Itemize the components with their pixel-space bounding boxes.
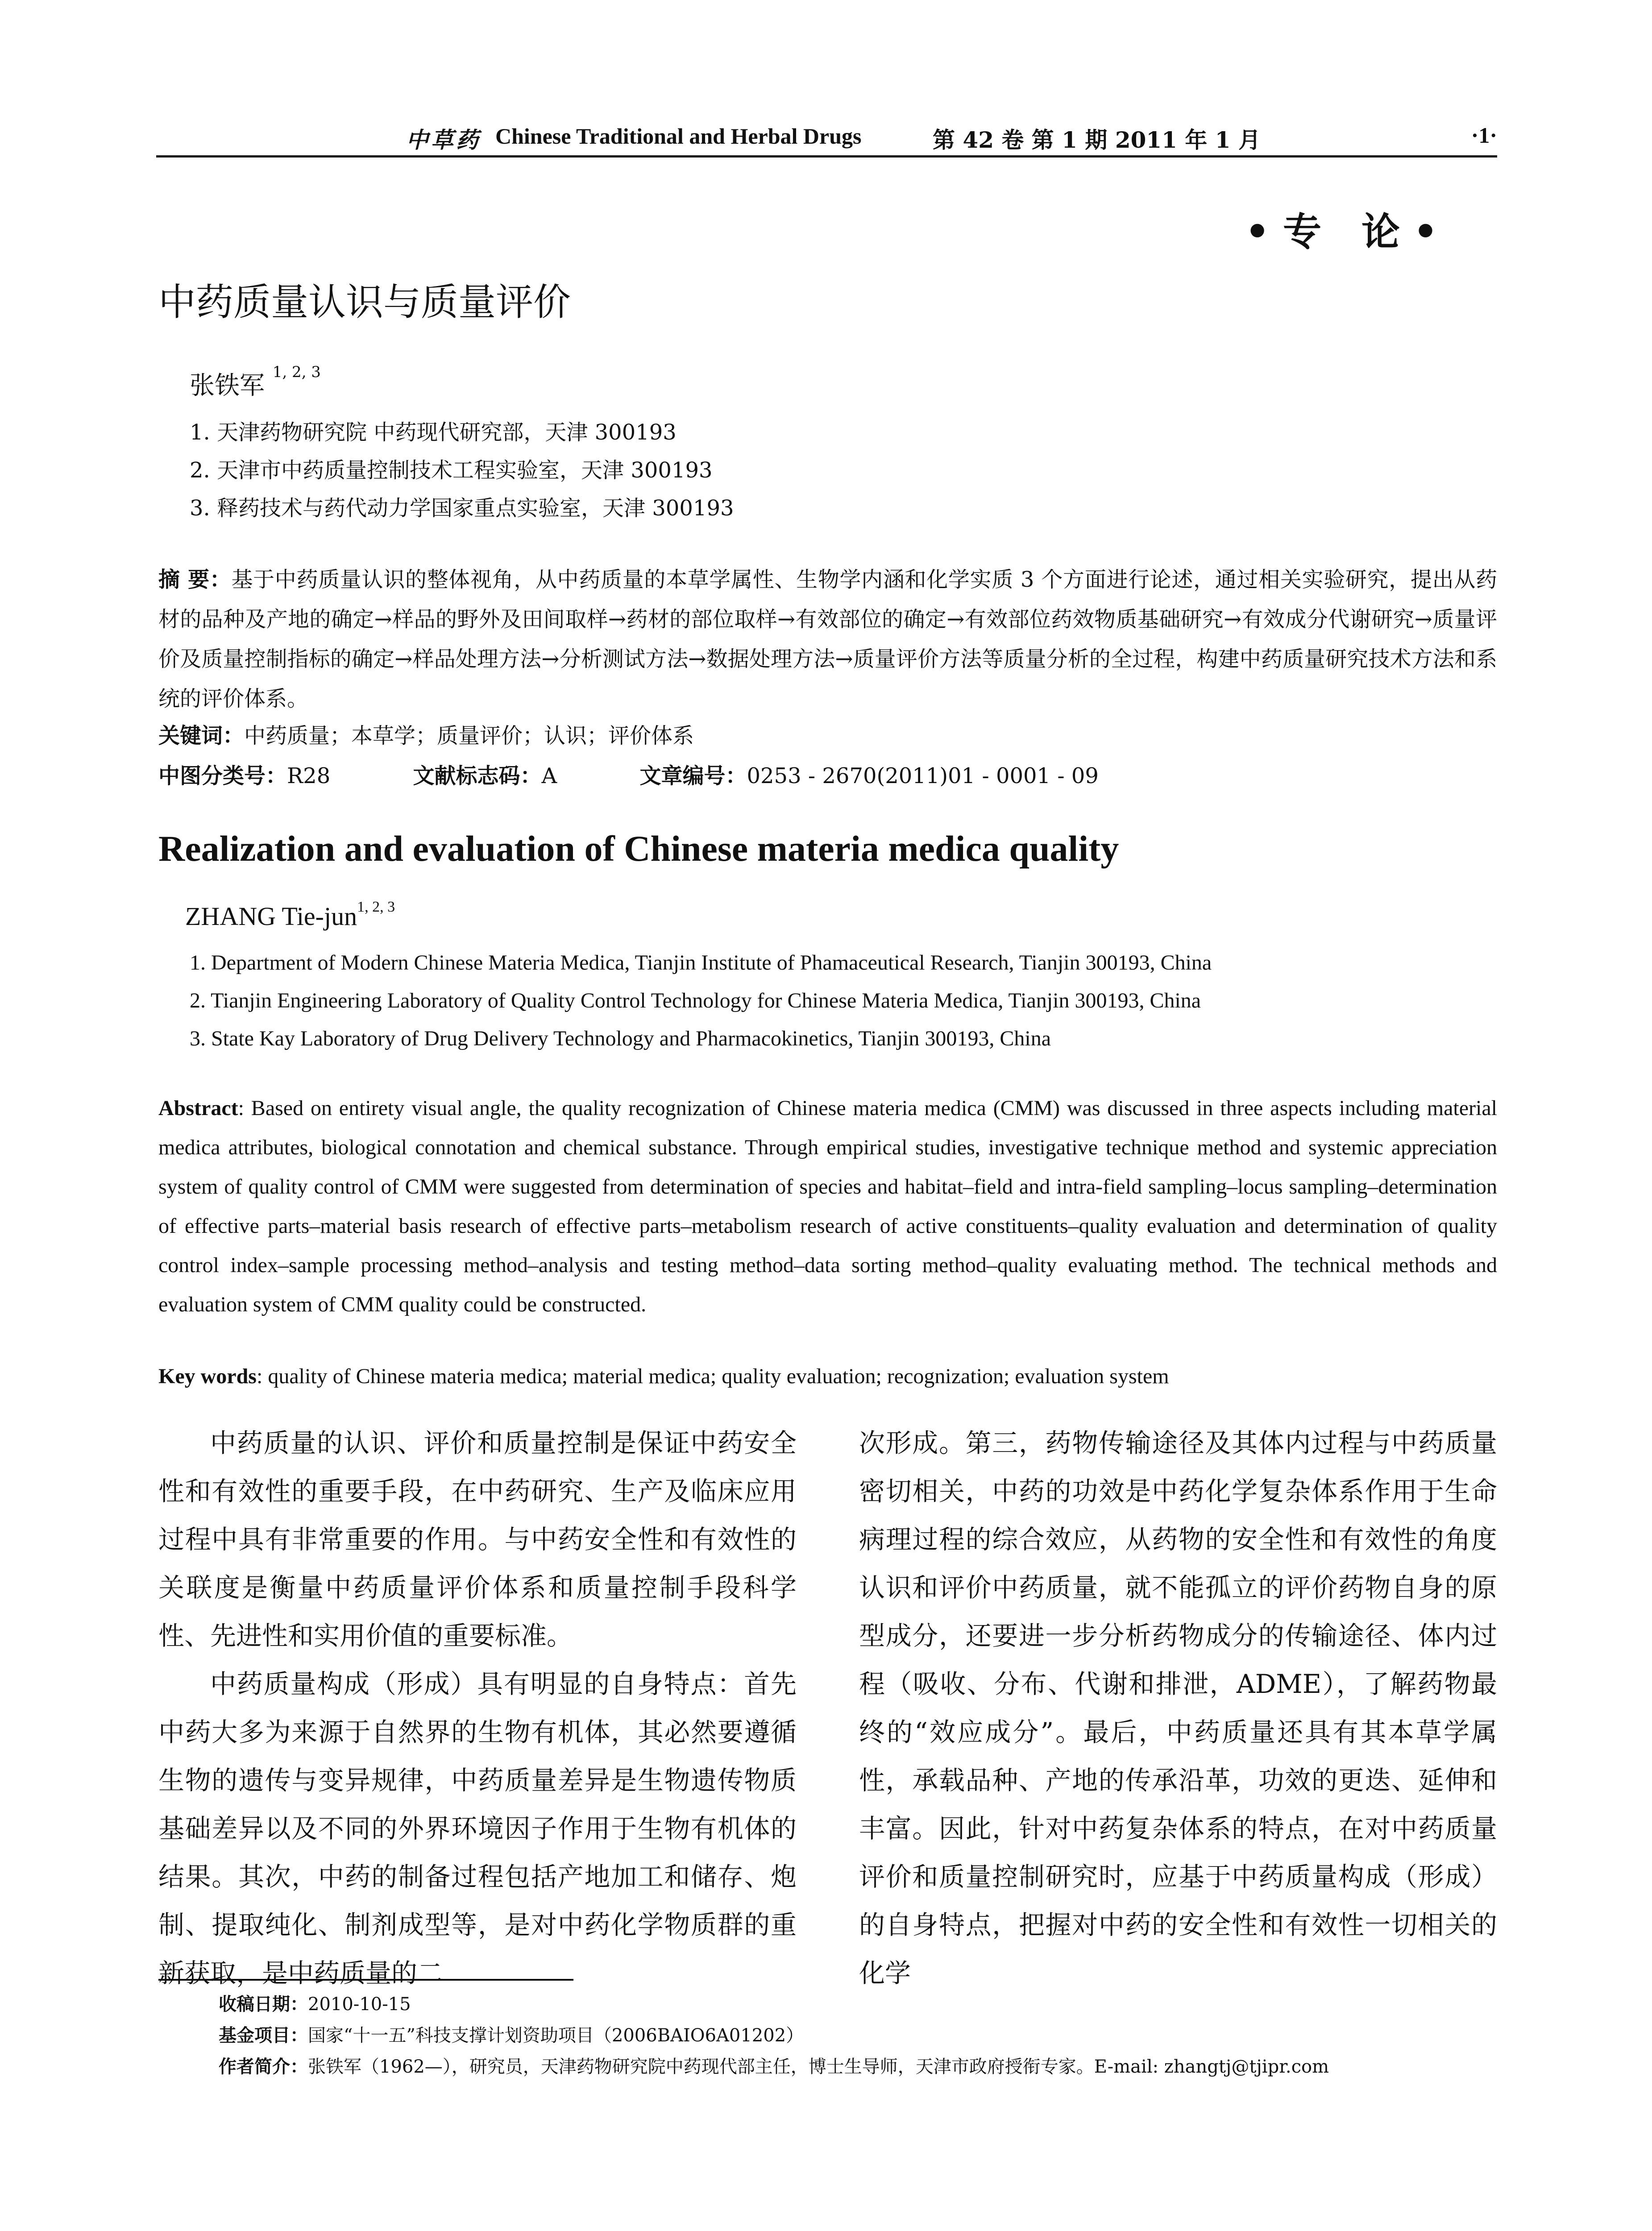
author-bio: 张铁军（1962—），研究员，天津药物研究院中药现代部主任，博士生导师，天津市政府授衔专家。E-mail: zhangtj@tjipr.com: [308, 2057, 1329, 2077]
clc-label: 中图分类号：: [158, 763, 287, 788]
section-label: •专 论•: [1245, 209, 1451, 254]
body-paragraph: 中药质量的认识、评价和质量控制是保证中药安全性和有效性的重要手段，在中药研究、生产及临床应用过程中具有非常重要的作用。与中药安全性和有效性的关联度是衡量中药质量评价体系和质量控制手段科学性、先进性和实用价值的重要标准。: [158, 1428, 797, 1651]
keywords-en-text: : quality of Chinese materia medica; material medica; quality evaluation; recognization; evaluation system: [256, 1364, 1169, 1388]
body-column-right: [859, 1419, 1497, 1997]
body-column-left: [158, 1419, 797, 1997]
journal-name-en: Chinese Traditional and Herbal Drugs: [495, 124, 862, 149]
body-paragraph: 中药质量构成（形成）具有明显的自身特点：首先中药大多为来源于自然界的生物有机体，其必然要遵循生物的遗传与变异规律，中药质量差异是生物遗传物质基础差异以及不同的外界环境因子作用于生物有机体的结果。其次，中药的制备过程包括产地加工和储存、炮制、提取纯化、制剂成型等，是对中药化学物质群的重新获取，是中药质量的二: [158, 1669, 797, 1988]
page-number: ·1·: [1471, 123, 1497, 148]
footnote-fund: [219, 2021, 804, 2047]
keywords-en: [158, 1364, 1169, 1389]
article-id-value: 0253 - 2670(2011)01 - 0001 - 09: [747, 763, 1099, 788]
article-id-label: 文章编号：: [639, 763, 747, 788]
author-affil-marks-en: 1, 2, 3: [357, 899, 395, 915]
affiliation-en-1: 1. Department of Modern Chinese Materia Medica, Tianjin Institute of Phamaceutical Research, Tianjin 300193, China: [190, 951, 1212, 975]
classification-line: [158, 759, 1497, 789]
body-paragraph: 次形成。第三，药物传输途径及其体内过程与中药质量密切相关，中药的功效是中药化学复杂体系作用于生命病理过程的综合效应，从药物的安全性和有效性的角度认识和评价中药质量，就不能孤立的评价药物自身的原型成分，还要进一步分析药物成分的传输途径、体内过程（吸收、分布、代谢和排泄，ADME），了解药物最终的“效应成分”。最后，中药质量还具有其本草学属性，承载品种、产地的传承沿革，功效的更迭、延伸和丰富。因此，针对中药复杂体系的特点，在对中药质量评价和质量控制研究时，应基于中药质量构成（形成）的自身特点，把握对中药的安全性和有效性一切相关的化学: [859, 1428, 1497, 1988]
doc-code-value: A: [541, 763, 557, 788]
fund-label: 基金项目：: [219, 2025, 308, 2046]
fund-value: 国家“十一五”科技支撑计划资助项目（2006BAIO6A01202）: [308, 2025, 804, 2046]
journal-name-cn: 中草药: [406, 127, 481, 153]
affiliation-cn-2: 2. 天津市中药质量控制技术工程实验室，天津 300193: [190, 458, 713, 483]
keywords-cn-text: 中药质量；本草学；质量评价；认识；评价体系: [244, 723, 694, 748]
author-bio-label: 作者简介：: [219, 2057, 308, 2077]
author-affil-marks-cn: 1, 2, 3: [272, 363, 321, 381]
abstract-en-text: : Based on entirety visual angle, the quality recognization of Chinese materia medica (CMM) was discussed in three aspects including material medica attributes, biological connotation and chemical substance. Through empirical studies, investigative technique method and systemic appreciation system of quality control of CMM were suggested from determination of species and habitat–field and intra-field sampling–locus sampling–determination of effective parts–material basis research of effective parts–metabolism research of active constituents–quality evaluation and determination of quality control index–sample processing method–analysis and testing method–data sorting method–quality evaluating method. The technical methods and evaluation system of CMM quality could be constructed.: [158, 1096, 1497, 1316]
keywords-cn-label: 关键词：: [158, 723, 245, 748]
abstract-cn: [158, 560, 1497, 719]
doc-code-label: 文献标志码：: [413, 763, 542, 788]
footnote-rule: [158, 1979, 573, 1981]
abstract-en: [158, 1089, 1497, 1324]
abstract-cn-text: 基于中药质量认识的整体视角，从中药质量的本草学属性、生物学内涵和化学实质 3 个方面进行论述，通过相关实验研究，提出从药材的品种及产地的确定→样品的野外及田间取样→药材的部位取样→有效部位的确定→有效部位药效物质基础研究→有效成分代谢研究→质量评价及质量控制指标的确定→样品处理方法→分析测试方法→数据处理方法→质量评价方法等质量分析的全过程，构建中药质量研究技术方法和系统的评价体系。: [158, 567, 1497, 711]
abstract-en-label: Abstract: [158, 1096, 238, 1120]
keywords-cn: [158, 718, 694, 749]
abstract-cn-label: 摘 要：: [158, 567, 232, 592]
issue-info: 第 42 卷 第 1 期 2011 年 1 月: [933, 127, 1261, 153]
footnote-author: [219, 2053, 1329, 2078]
article-title-cn: 中药质量认识与质量评价: [158, 280, 571, 324]
clc-value: R28: [287, 763, 331, 788]
received-date: 2010-10-15: [308, 1994, 411, 2015]
received-label: 收稿日期：: [219, 1994, 308, 2015]
footnote-received: [219, 1990, 411, 2015]
affiliation-cn-1: 1. 天津药物研究院 中药现代研究部，天津 300193: [190, 420, 677, 445]
affiliation-en-3: 3. State Kay Laboratory of Drug Delivery Technology and Pharmacokinetics, Tianjin 300193, China: [190, 1027, 1051, 1050]
author-en: [185, 901, 395, 931]
author-cn: [190, 363, 321, 402]
author-name-en: ZHANG Tie-jun: [185, 902, 357, 931]
affiliation-cn-3: 3. 释药技术与药代动力学国家重点实验室，天津 300193: [190, 496, 734, 521]
affiliation-en-2: 2. Tianjin Engineering Laboratory of Quality Control Technology for Chinese Materia Medica, Tianjin 300193, China: [190, 989, 1201, 1012]
author-name-cn: 张铁军: [190, 371, 265, 400]
running-header: [156, 120, 1497, 155]
keywords-en-label: Key words: [158, 1364, 257, 1388]
header-rule: [156, 155, 1497, 158]
article-title-en: Realization and evaluation of Chinese materia medica quality: [158, 828, 1119, 869]
